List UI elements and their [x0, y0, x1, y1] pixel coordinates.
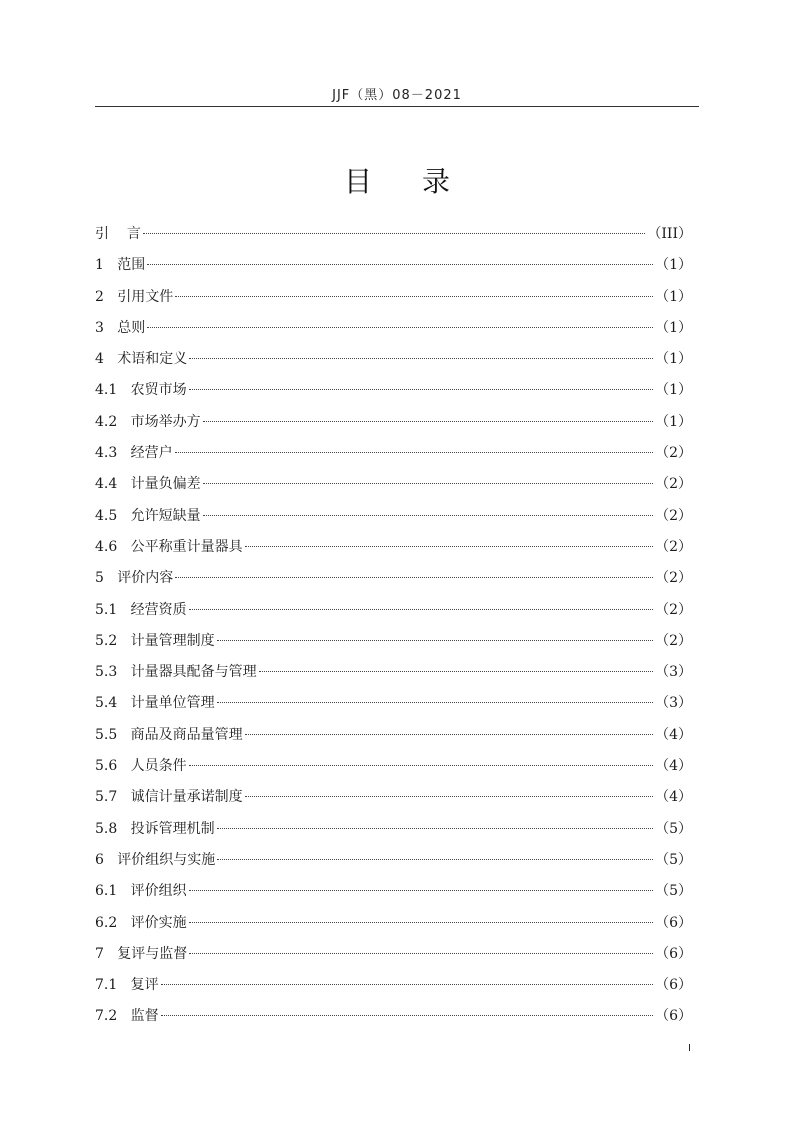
toc-entry-spacer — [117, 1004, 130, 1029]
toc-dot-leader — [189, 358, 653, 359]
toc-dot-leader — [189, 953, 653, 954]
toc-entry-page: （6） — [655, 977, 692, 994]
toc-entry-spacer — [104, 848, 117, 873]
toc-dot-leader — [245, 796, 653, 797]
toc-entry-spacer — [104, 253, 117, 278]
toc-entry-label: 计量负偏差 — [130, 476, 201, 493]
toc-entry-number: 7 — [95, 945, 104, 962]
toc-entry-label: 总则 — [117, 319, 146, 336]
toc-entry[interactable] — [95, 785, 692, 816]
toc-entry-spacer — [117, 441, 130, 466]
toc-entry-number: 6.1 — [95, 883, 118, 900]
toc-entry[interactable] — [95, 1004, 692, 1035]
toc-entry-number: 4.6 — [95, 538, 118, 555]
toc-entry[interactable] — [95, 879, 692, 910]
toc-entry-label: 范围 — [117, 257, 146, 274]
toc-entry-page: （1） — [655, 257, 692, 274]
toc-entry-label: 复评与监督 — [117, 945, 188, 962]
toc-entry-page: （5） — [655, 883, 692, 900]
toc-entry-number: 5.6 — [95, 758, 118, 775]
toc-entry-page: （2） — [655, 632, 692, 649]
toc-entry-spacer — [117, 378, 130, 403]
toc-dot-leader — [217, 859, 653, 860]
toc-entry[interactable] — [95, 754, 692, 785]
toc-entry[interactable] — [95, 472, 692, 503]
toc-entry-page: （4） — [655, 758, 692, 775]
toc-entry-spacer — [117, 410, 130, 435]
toc-entry-page: （2） — [655, 476, 692, 493]
toc-entry-number: 6.2 — [95, 914, 118, 931]
toc-entry-number: 7.1 — [95, 977, 118, 994]
toc-entry-spacer — [117, 598, 130, 623]
table-of-contents — [95, 222, 692, 1036]
toc-dot-leader — [189, 389, 653, 390]
toc-entry-spacer — [117, 817, 130, 842]
toc-entry[interactable] — [95, 222, 692, 253]
toc-entry-page: （III） — [647, 226, 692, 242]
toc-dot-leader — [217, 828, 653, 829]
toc-entry[interactable] — [95, 911, 692, 942]
toc-entry-label: 农贸市场 — [130, 382, 187, 399]
toc-entry[interactable] — [95, 410, 692, 441]
toc-entry-page: （6） — [655, 1008, 692, 1025]
toc-entry[interactable] — [95, 723, 692, 754]
toc-dot-leader — [245, 546, 653, 547]
toc-entry-label: 评价内容 — [117, 570, 174, 587]
toc-dot-leader — [259, 671, 653, 672]
toc-dot-leader — [175, 577, 653, 578]
toc-entry-page: （5） — [655, 851, 692, 868]
toc-entry-number: 4.4 — [95, 476, 118, 493]
toc-dot-leader — [143, 233, 646, 234]
toc-entry-page: （2） — [655, 570, 692, 587]
toc-entry-spacer — [104, 566, 117, 591]
toc-entry-spacer — [117, 472, 130, 497]
toc-entry-number: 1 — [95, 257, 104, 274]
toc-entry-number: 6 — [95, 851, 104, 868]
toc-entry[interactable] — [95, 660, 692, 691]
toc-entry-spacer — [104, 942, 117, 967]
toc-entry-number: 4.5 — [95, 507, 118, 524]
toc-dot-leader — [175, 452, 653, 453]
toc-entry-spacer — [104, 347, 117, 372]
toc-entry-number: 4.3 — [95, 445, 118, 462]
toc-entry-number: 5.8 — [95, 820, 118, 837]
toc-entry[interactable] — [95, 316, 692, 347]
toc-entry-label: 公平称重计量器具 — [130, 538, 243, 555]
toc-entry-number: 4 — [95, 351, 104, 368]
toc-entry[interactable] — [95, 629, 692, 660]
toc-entry-number: 5.3 — [95, 664, 118, 681]
toc-entry-page: （1） — [655, 382, 692, 399]
toc-entry-label: 计量管理制度 — [130, 632, 215, 649]
toc-entry-label: 经营户 — [130, 445, 173, 462]
toc-entry-number: 5.7 — [95, 789, 118, 806]
toc-dot-leader — [161, 1015, 653, 1016]
toc-entry-label: 计量单位管理 — [130, 695, 215, 712]
toc-entry[interactable] — [95, 347, 692, 378]
toc-entry-page: （5） — [655, 820, 692, 837]
page-number: I — [688, 1043, 691, 1054]
toc-entry-spacer — [117, 911, 130, 936]
toc-entry-label: 复评 — [130, 977, 159, 994]
toc-dot-leader — [175, 296, 653, 297]
toc-entry[interactable] — [95, 253, 692, 284]
toc-entry-label: 人员条件 — [130, 758, 187, 775]
toc-entry-page: （1） — [655, 413, 692, 430]
toc-dot-leader — [189, 890, 653, 891]
toc-entry[interactable] — [95, 973, 692, 1004]
toc-entry-number: 4.1 — [95, 382, 118, 399]
header-divider — [95, 106, 699, 107]
toc-entry[interactable] — [95, 848, 692, 879]
toc-dot-leader — [189, 609, 653, 610]
toc-entry[interactable] — [95, 504, 692, 535]
toc-entry-number: 5.4 — [95, 695, 118, 712]
toc-entry-page: （2） — [655, 601, 692, 618]
toc-entry-number: 引 — [95, 226, 109, 242]
toc-entry[interactable] — [95, 566, 692, 597]
toc-entry-label: 商品及商品量管理 — [130, 726, 243, 743]
toc-entry-number: 2 — [95, 288, 104, 305]
toc-dot-leader — [161, 984, 653, 985]
toc-entry-spacer — [104, 285, 117, 310]
toc-entry-page: （3） — [655, 664, 692, 681]
toc-entry-spacer — [109, 222, 127, 247]
toc-entry-label: 术语和定义 — [117, 351, 188, 368]
toc-entry[interactable] — [95, 942, 692, 973]
toc-entry-number: 3 — [95, 319, 104, 336]
toc-entry-page: （2） — [655, 507, 692, 524]
toc-dot-leader — [189, 922, 653, 923]
toc-entry-page: （4） — [655, 789, 692, 806]
toc-dot-leader — [147, 327, 653, 328]
toc-entry-spacer — [117, 754, 130, 779]
toc-dot-leader — [147, 264, 653, 265]
toc-dot-leader — [217, 640, 653, 641]
toc-entry-spacer — [117, 629, 130, 654]
toc-entry-spacer — [117, 535, 130, 560]
toc-entry-label: 评价组织与实施 — [117, 851, 216, 868]
toc-dot-leader — [245, 734, 653, 735]
toc-entry-page: （4） — [655, 726, 692, 743]
toc-entry-number: 5.2 — [95, 632, 118, 649]
toc-entry-label: 投诉管理机制 — [130, 820, 215, 837]
toc-entry-page: （1） — [655, 351, 692, 368]
toc-entry-spacer — [104, 316, 117, 341]
toc-entry[interactable] — [95, 817, 692, 848]
toc-entry[interactable] — [95, 441, 692, 472]
toc-entry-label: 言 — [126, 226, 141, 242]
toc-entry[interactable] — [95, 535, 692, 566]
toc-entry-spacer — [117, 785, 130, 810]
toc-entry-page: （1） — [655, 319, 692, 336]
document-code-header: JJF（黑）08－2021 — [332, 88, 462, 103]
toc-entry-label: 市场举办方 — [130, 413, 201, 430]
toc-entry-number: 5.5 — [95, 726, 118, 743]
toc-entry-spacer — [117, 660, 130, 685]
toc-dot-leader — [203, 515, 653, 516]
toc-entry-page: （6） — [655, 945, 692, 962]
toc-entry-number: 4.2 — [95, 413, 118, 430]
toc-dot-leader — [203, 483, 653, 484]
toc-entry-label: 允许短缺量 — [130, 507, 201, 524]
toc-entry-page: （3） — [655, 695, 692, 712]
toc-entry-page: （2） — [655, 538, 692, 555]
toc-entry-page: （6） — [655, 914, 692, 931]
toc-entry-label: 诚信计量承诺制度 — [130, 789, 243, 806]
toc-entry[interactable] — [95, 285, 692, 316]
toc-dot-leader — [217, 702, 653, 703]
toc-entry-spacer — [117, 504, 130, 529]
toc-entry-number: 7.2 — [95, 1008, 118, 1025]
toc-entry-page: （1） — [655, 288, 692, 305]
toc-entry-label: 评价组织 — [130, 883, 187, 900]
toc-entry-spacer — [117, 691, 130, 716]
toc-entry-label: 监督 — [130, 1008, 159, 1025]
toc-entry[interactable] — [95, 691, 692, 722]
toc-entry-spacer — [117, 879, 130, 904]
page-title: 目录 — [343, 165, 500, 198]
toc-entry-number: 5.1 — [95, 601, 118, 618]
toc-entry-label: 计量器具配备与管理 — [130, 664, 257, 681]
toc-dot-leader — [203, 421, 653, 422]
toc-entry[interactable] — [95, 378, 692, 409]
toc-entry-spacer — [117, 723, 130, 748]
toc-dot-leader — [189, 765, 653, 766]
toc-entry-label: 引用文件 — [117, 288, 174, 305]
toc-entry-page: （2） — [655, 445, 692, 462]
toc-entry-number: 5 — [95, 570, 104, 587]
toc-entry[interactable] — [95, 598, 692, 629]
toc-entry-spacer — [117, 973, 130, 998]
toc-entry-label: 经营资质 — [130, 601, 187, 618]
toc-entry-label: 评价实施 — [130, 914, 187, 931]
